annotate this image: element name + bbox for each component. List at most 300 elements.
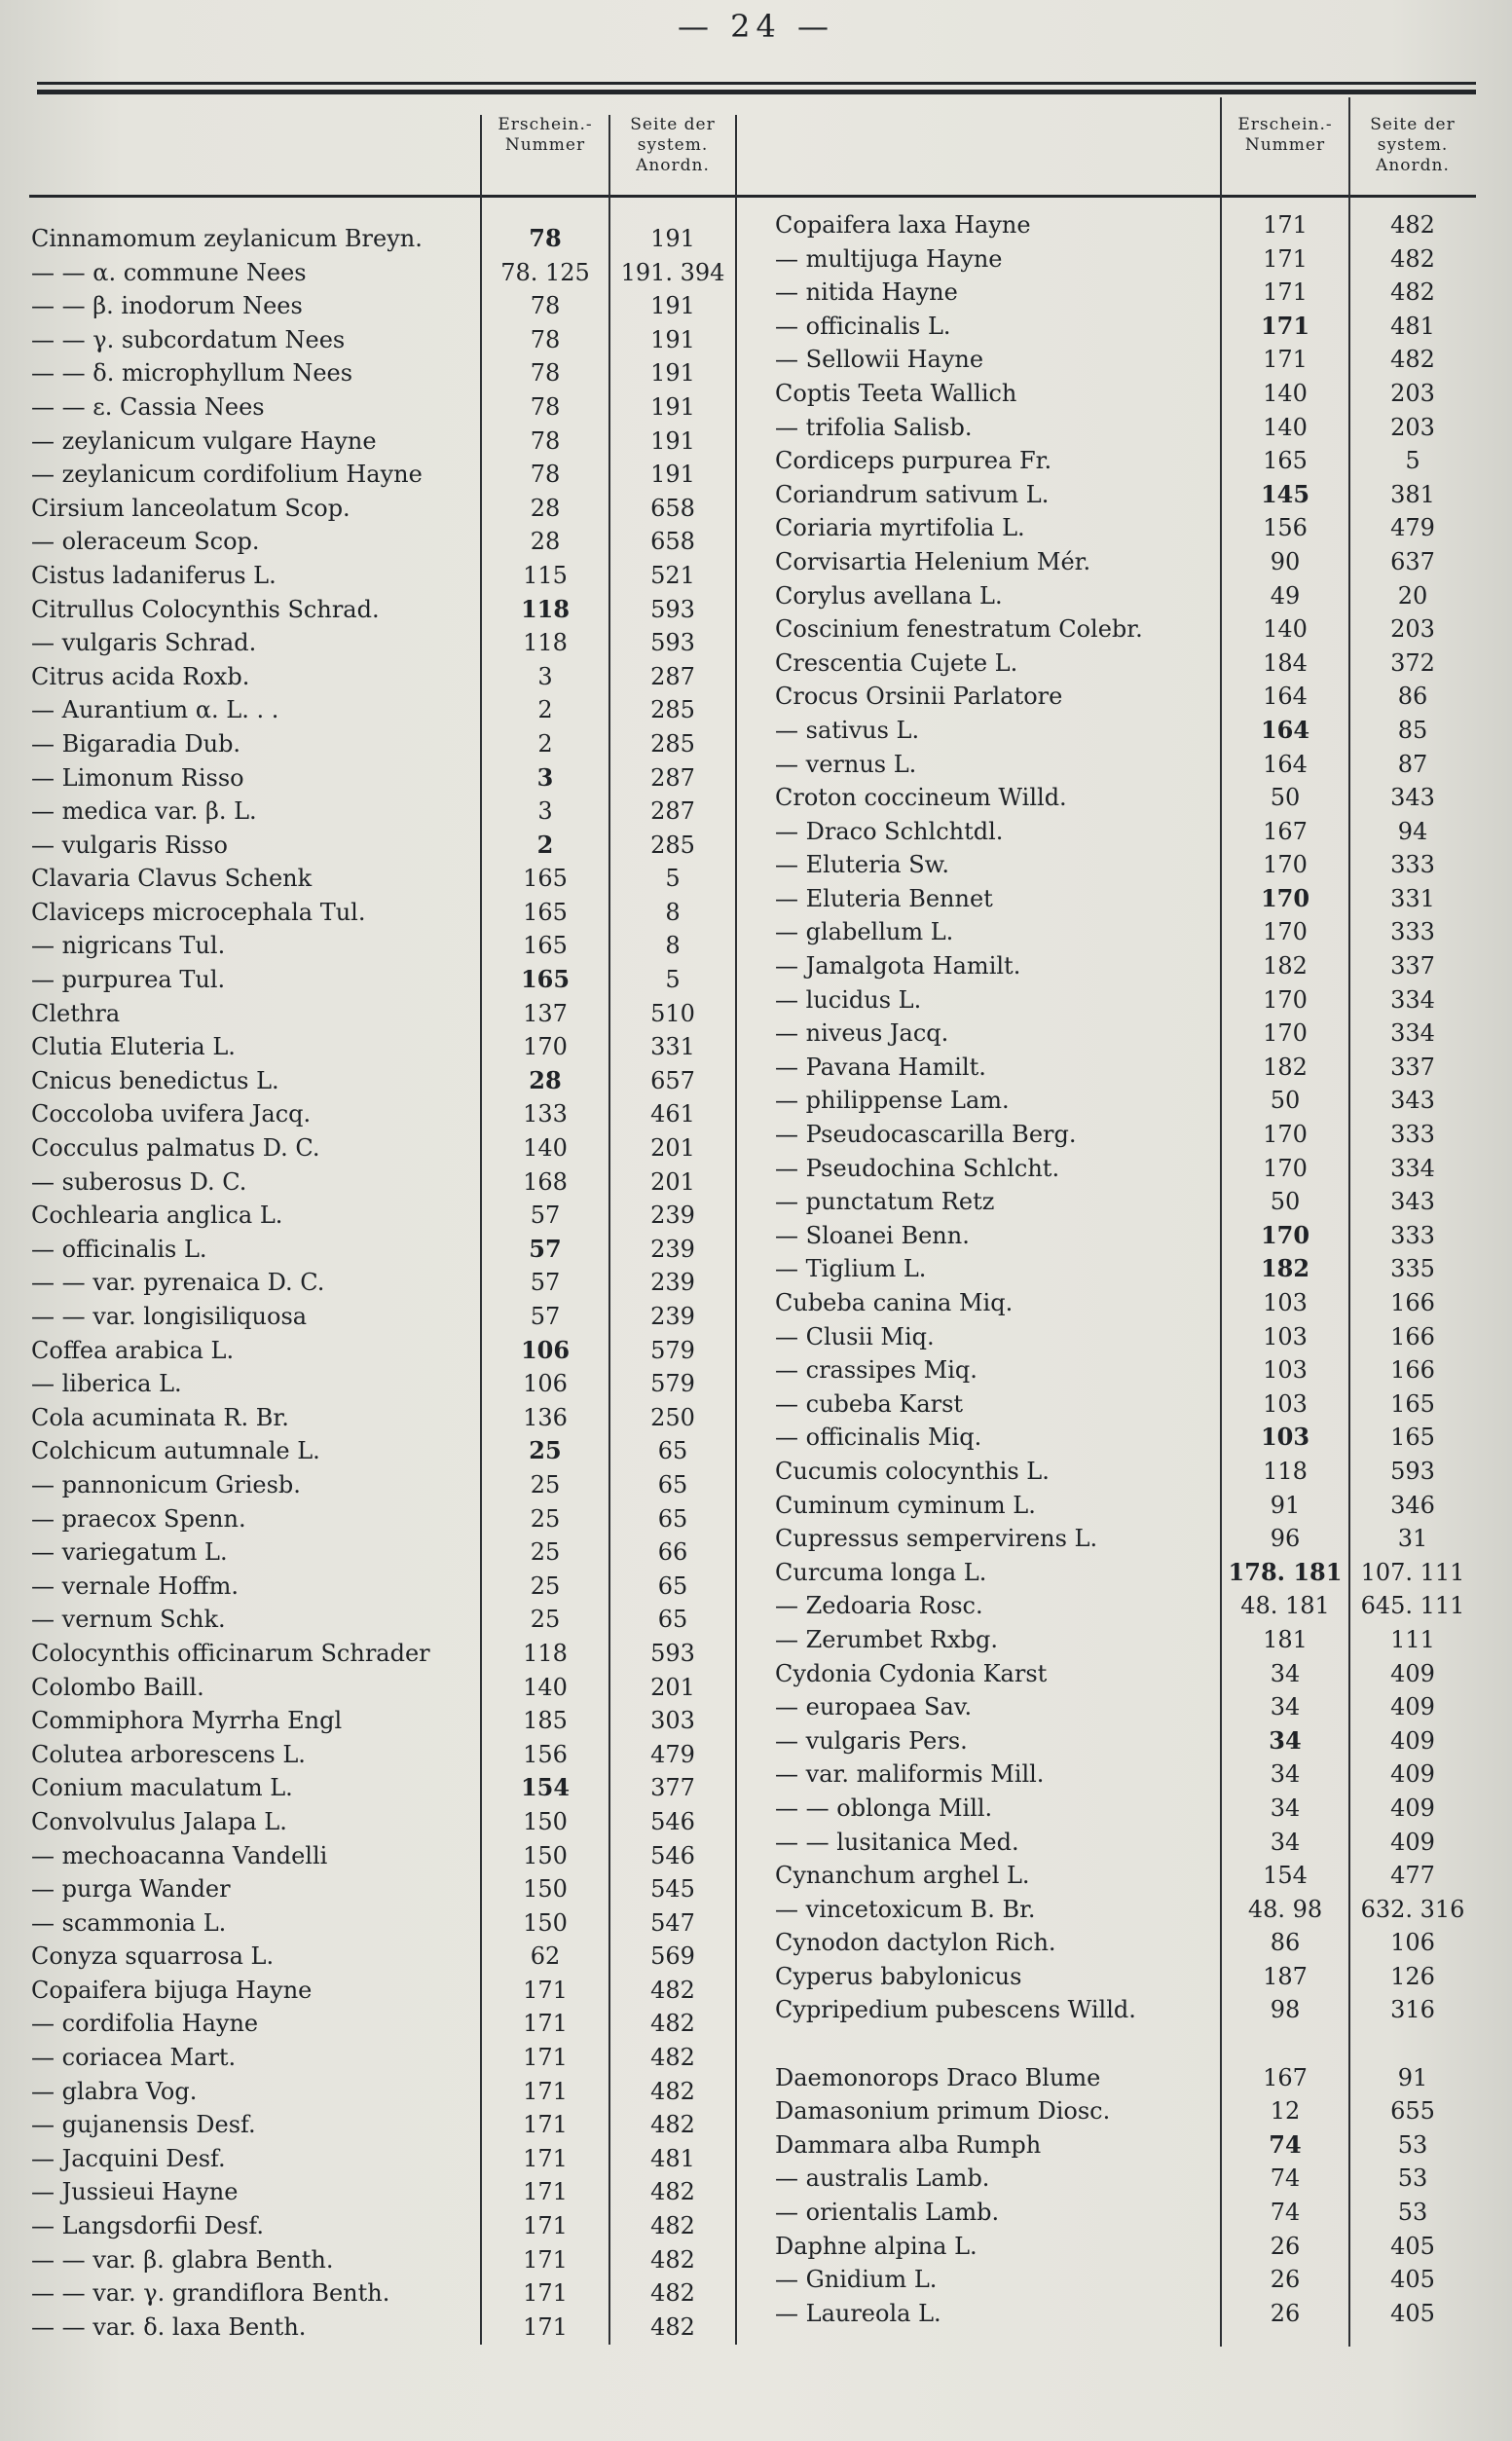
index-entry — [775, 242, 1476, 277]
appearance-number: 184 — [1263, 648, 1308, 677]
system-page-number: 547 — [650, 1908, 695, 1937]
index-entry — [775, 478, 1476, 512]
index-entry — [31, 2311, 722, 2345]
index-entry — [31, 1974, 722, 2008]
appearance-number: 171 — [523, 2044, 568, 2072]
index-entry — [31, 829, 722, 863]
entry-name: Coptis Teeta Wallich — [775, 379, 1017, 407]
index-entry — [775, 1219, 1476, 1253]
index-entry — [31, 761, 722, 795]
appearance-number: 103 — [1263, 1389, 1308, 1418]
entry-name: — pannonicum Griesb. — [31, 1470, 301, 1498]
appearance-number: 25 — [530, 1504, 561, 1533]
index-entry — [31, 795, 722, 829]
left-index-column — [31, 222, 725, 2344]
appearance-number: 136 — [523, 1403, 568, 1431]
entry-name: — zeylanicum vulgare Hayne — [31, 426, 377, 455]
appearance-number: 140 — [1263, 615, 1308, 644]
entry-name: Cuminum cyminum L. — [775, 1491, 1036, 1519]
system-page-number: 53 — [1397, 2130, 1428, 2159]
appearance-number: 25 — [529, 1436, 562, 1465]
index-entry — [31, 356, 722, 390]
system-page-number: 657 — [650, 1066, 695, 1094]
index-entry — [31, 2276, 722, 2311]
index-entry — [775, 2128, 1476, 2163]
entry-name: Cinnamomum zeylanicum Breyn. — [31, 225, 423, 252]
entry-name: — multijuga Hayne — [775, 244, 1003, 273]
entry-name: — — var. pyrenaica D. C. — [31, 1269, 325, 1297]
index-entry — [775, 748, 1476, 782]
system-page-number: 8 — [665, 932, 681, 960]
index-entry — [775, 1724, 1476, 1758]
system-page-number: 333 — [1390, 851, 1435, 879]
appearance-number: 98 — [1270, 1996, 1301, 2024]
entry-name: Copaifera laxa Hayne — [775, 211, 1031, 239]
entry-name: — liberica L. — [31, 1370, 182, 1398]
appearance-number: 154 — [520, 1773, 571, 1802]
entry-name: Daemonorops Draco Blume — [775, 2063, 1101, 2091]
system-page-number: 409 — [1390, 1760, 1435, 1789]
system-page-number: 482 — [1390, 244, 1435, 273]
entry-name: — cordifolia Hayne — [31, 2010, 259, 2038]
index-entry — [31, 1805, 722, 1839]
index-entry — [775, 612, 1476, 647]
system-page-number: 346 — [1390, 1491, 1435, 1519]
system-page-number: 191 — [650, 225, 695, 252]
appearance-number: 171 — [1260, 311, 1310, 340]
index-entry — [31, 862, 722, 896]
system-page-number: 65 — [657, 1504, 688, 1533]
appearance-number: 34 — [1270, 1760, 1301, 1789]
entry-name: — — var. longisiliquosa — [31, 1303, 308, 1330]
entry-name: — Clusii Miq. — [775, 1322, 935, 1350]
entry-name: — sativus L. — [775, 716, 920, 744]
system-page-number: 126 — [1390, 1962, 1435, 1990]
entry-name: — scammonia L. — [31, 1908, 227, 1937]
system-page-number: 482 — [650, 2010, 695, 2038]
index-entry — [31, 1064, 722, 1098]
index-entry — [775, 1286, 1476, 1320]
appearance-number: 170 — [1260, 883, 1310, 912]
appearance-number: 140 — [1263, 379, 1308, 407]
entry-name: — purga Wander — [31, 1875, 231, 1904]
entry-name: — var. maliformis Mill. — [775, 1760, 1045, 1789]
appearance-number: 133 — [523, 1100, 568, 1128]
system-page-number: 405 — [1390, 2266, 1435, 2294]
appearance-number: 171 — [1263, 211, 1308, 239]
index-entry — [31, 997, 722, 1031]
system-page-number: 482 — [650, 2077, 695, 2105]
system-page-number: 285 — [650, 696, 695, 724]
system-page-number: 637 — [1390, 547, 1435, 575]
index-entry — [775, 343, 1476, 377]
entry-name: — — γ. subcordatum Nees — [31, 325, 346, 353]
entry-name: — glabra Vog. — [31, 2077, 198, 2105]
entry-name: Cola acuminata R. Br. — [31, 1403, 289, 1431]
system-page-number: 111 — [1390, 1625, 1435, 1653]
appearance-number: 170 — [1263, 985, 1308, 1014]
system-page-number: 372 — [1390, 648, 1435, 677]
system-page-number: 482 — [1390, 278, 1435, 307]
appearance-number: 48. 98 — [1247, 1895, 1323, 1923]
right-index-column — [775, 208, 1476, 2330]
appearance-number: 34 — [1270, 1693, 1301, 1721]
system-page-number: 5 — [1405, 447, 1420, 475]
entry-name: Coscinium fenestratum Colebr. — [775, 615, 1143, 644]
system-page-number: 287 — [650, 797, 695, 826]
entry-name: — — lusitanica Med. — [775, 1828, 1019, 1856]
system-page-number: 482 — [650, 2178, 695, 2206]
header-bottom-rule — [29, 195, 1476, 198]
entry-name: Cocculus palmatus D. C. — [31, 1134, 320, 1163]
entry-name: — nigricans Tul. — [31, 932, 226, 960]
entry-name: Convolvulus Jalapa L. — [31, 1807, 287, 1835]
top-rule — [37, 90, 1476, 94]
index-entry — [775, 647, 1476, 681]
index-entry — [31, 1199, 722, 1233]
system-page-number: 191 — [650, 292, 695, 320]
entry-name: — — δ. microphyllum Nees — [31, 359, 353, 388]
appearance-number: 3 — [536, 762, 554, 792]
appearance-number: 115 — [523, 561, 568, 589]
entry-name: — Sloanei Benn. — [775, 1221, 970, 1249]
index-entry — [31, 727, 722, 761]
index-entry — [31, 929, 722, 963]
index-entry — [775, 1387, 1476, 1422]
index-entry — [31, 289, 722, 323]
entry-name: Corylus avellana L. — [775, 581, 1003, 610]
system-page-number: 482 — [650, 1976, 695, 2004]
system-page-number: 239 — [650, 1235, 695, 1263]
system-page-number: 303 — [650, 1707, 695, 1735]
entry-name: — coriacea Mart. — [31, 2044, 237, 2072]
index-entry — [31, 963, 722, 997]
index-entry — [775, 1993, 1476, 2027]
appearance-number: 3 — [537, 662, 553, 690]
appearance-number: 74 — [1270, 2199, 1301, 2227]
entry-name: Dammara alba Rumph — [775, 2130, 1042, 2159]
appearance-number: 171 — [1263, 346, 1308, 374]
appearance-number: 118 — [1263, 1457, 1308, 1485]
appearance-number: 185 — [523, 1707, 568, 1735]
system-page-number: 409 — [1390, 1794, 1435, 1822]
entry-name: — officinalis Miq. — [775, 1424, 982, 1452]
system-page-number: 405 — [1390, 2299, 1435, 2327]
entry-name: Damasonium primum Diosc. — [775, 2097, 1111, 2126]
appearance-number: 150 — [523, 1908, 568, 1937]
appearance-number: 171 — [523, 2111, 568, 2139]
entry-name: — — oblonga Mill. — [775, 1794, 993, 1822]
system-page-number: 593 — [650, 1639, 695, 1667]
entry-name: — variegatum L. — [31, 1538, 228, 1567]
entry-name: Conium maculatum L. — [31, 1774, 293, 1802]
system-page-number: 337 — [1390, 952, 1435, 980]
entry-name: — australis Lamb. — [775, 2164, 990, 2193]
system-page-number: 482 — [650, 2111, 695, 2139]
system-page-number: 165 — [1390, 1389, 1435, 1418]
index-entry — [31, 2075, 722, 2109]
system-page-number: 65 — [657, 1437, 688, 1465]
appearance-number: 150 — [523, 1807, 568, 1835]
system-page-number: 482 — [650, 2044, 695, 2072]
entry-name: — Zerumbet Rxbg. — [775, 1625, 998, 1653]
appearance-number: 170 — [1263, 918, 1308, 946]
page-number: — 24 — — [677, 8, 835, 45]
appearance-number: 182 — [1260, 1254, 1310, 1283]
system-page-number: 546 — [650, 1807, 695, 1835]
index-entry — [31, 1367, 722, 1401]
system-page-number: 579 — [650, 1336, 695, 1364]
appearance-number: 28 — [530, 494, 561, 522]
appearance-number: 170 — [523, 1033, 568, 1061]
appearance-number: 154 — [1263, 1862, 1308, 1890]
system-page-number: 409 — [1390, 1828, 1435, 1856]
system-page-number: 579 — [650, 1370, 695, 1398]
appearance-number: 171 — [523, 2312, 568, 2341]
index-entry — [31, 1131, 722, 1165]
system-page-number: 201 — [650, 1673, 695, 1701]
appearance-number: 34 — [1270, 1828, 1301, 1856]
system-page-number: 658 — [650, 494, 695, 522]
index-entry — [775, 983, 1476, 1017]
appearance-number: 171 — [523, 1976, 568, 2004]
appearance-number: 78 — [530, 426, 561, 455]
appearance-number: 78 — [530, 461, 561, 489]
appearance-number: 165 — [520, 965, 571, 994]
system-page-number: 482 — [650, 2212, 695, 2240]
appearance-number: 34 — [1270, 1794, 1301, 1822]
index-entry — [31, 1570, 722, 1604]
appearance-number: 167 — [1263, 2063, 1308, 2091]
appearance-number: 96 — [1270, 1525, 1301, 1553]
index-entry — [775, 1185, 1476, 1219]
system-page-number: 645. 111 — [1360, 1592, 1465, 1620]
index-entry — [31, 256, 725, 290]
entry-name: — Eluteria Bennet — [775, 884, 993, 912]
appearance-number: 25 — [530, 1538, 561, 1567]
system-page-number: 191 — [650, 461, 695, 489]
entry-name: Cypripedium pubescens Willd. — [775, 1996, 1136, 2024]
appearance-number: 57 — [530, 1303, 561, 1330]
system-page-number: 405 — [1390, 2232, 1435, 2260]
system-page-number: 85 — [1397, 716, 1428, 744]
entry-name: — Langsdorfii Desf. — [31, 2212, 265, 2240]
index-entry — [31, 1266, 722, 1300]
entry-name: Colombo Baill. — [31, 1673, 204, 1701]
index-entry — [775, 1118, 1476, 1152]
entry-name: Cynanchum arghel L. — [775, 1862, 1030, 1890]
entry-name: — — ε. Cassia Nees — [31, 392, 265, 421]
entry-name: — vernus L. — [775, 750, 917, 778]
index-entry — [775, 2162, 1476, 2196]
system-page-number: 334 — [1390, 1154, 1435, 1182]
appearance-number: 165 — [523, 932, 568, 960]
appearance-number: 165 — [1263, 447, 1308, 475]
entry-name: — orientalis Lamb. — [775, 2199, 1000, 2227]
appearance-number: 171 — [1263, 244, 1308, 273]
entry-name: — lucidus L. — [775, 985, 922, 1014]
index-entry — [775, 1320, 1476, 1354]
appearance-number: 137 — [523, 999, 568, 1027]
index-entry — [775, 1960, 1476, 1994]
system-page-number: 53 — [1397, 2164, 1428, 2193]
entry-name: — europaea Sav. — [775, 1693, 973, 1721]
index-entry — [31, 1300, 722, 1334]
system-page-number: 91 — [1397, 2063, 1428, 2091]
index-entry — [775, 714, 1476, 748]
system-page-number: 632. 316 — [1360, 1895, 1465, 1923]
system-page-number: 479 — [650, 1740, 695, 1768]
entry-name: — vernum Schk. — [31, 1606, 226, 1634]
appearance-number: 187 — [1263, 1962, 1308, 1990]
entry-name: — Jussieui Hayne — [31, 2178, 239, 2206]
appearance-number: 168 — [523, 1167, 568, 1196]
index-entry — [775, 1859, 1476, 1893]
appearance-number: 140 — [1263, 413, 1308, 441]
index-entry — [31, 1906, 722, 1941]
entry-name: — nitida Hayne — [775, 278, 958, 307]
index-entry — [775, 1522, 1476, 1556]
system-page-number: 333 — [1390, 1221, 1435, 1249]
index-entry — [31, 1535, 722, 1570]
index-entry — [31, 559, 722, 593]
entry-name: — philippense Lam. — [775, 1087, 1010, 1115]
index-entry — [31, 1097, 722, 1131]
index-entry — [31, 1030, 722, 1064]
appearance-number: 2 — [537, 729, 553, 758]
index-entry — [31, 222, 722, 256]
system-page-number: 333 — [1390, 918, 1435, 946]
index-entry — [31, 660, 722, 694]
entry-name: Cirsium lanceolatum Scop. — [31, 494, 350, 522]
system-page-number: 593 — [650, 595, 695, 623]
appearance-number: 34 — [1270, 1659, 1301, 1687]
appearance-number: 26 — [1270, 2232, 1301, 2260]
entry-name: Coffea arabica L. — [31, 1336, 235, 1364]
index-entry — [775, 1051, 1476, 1085]
system-page-number: 20 — [1397, 581, 1428, 610]
appearance-number: 2 — [537, 696, 553, 724]
appearance-number: 167 — [1263, 817, 1308, 845]
index-entry — [31, 2108, 722, 2142]
index-entry — [775, 444, 1476, 478]
system-page-number: 409 — [1390, 1659, 1435, 1687]
system-page-number: 239 — [650, 1303, 695, 1330]
entry-name: — glabellum L. — [775, 918, 954, 946]
system-page-number: 343 — [1390, 784, 1435, 812]
appearance-number: 103 — [1263, 1322, 1308, 1350]
entry-name: — — var. β. glabra Benth. — [31, 2245, 334, 2274]
entry-name: — oleraceum Scop. — [31, 528, 260, 556]
appearance-number: 171 — [523, 2212, 568, 2240]
entry-name: — Bigaradia Dub. — [31, 729, 241, 758]
appearance-number: 171 — [523, 2144, 568, 2172]
appearance-number: 34 — [1269, 1725, 1302, 1755]
system-page-number: 409 — [1390, 1726, 1435, 1755]
entry-name: Cordiceps purpurea Fr. — [775, 447, 1052, 475]
appearance-number: 118 — [523, 629, 568, 657]
entry-name: — Draco Schlchtdl. — [775, 817, 1004, 845]
index-entry — [775, 1893, 1476, 1927]
index-entry — [775, 377, 1476, 411]
appearance-number: 140 — [523, 1673, 568, 1701]
appearance-number: 26 — [1270, 2266, 1301, 2294]
system-page-number: 343 — [1390, 1188, 1435, 1216]
appearance-number: 50 — [1270, 1188, 1301, 1216]
entry-name: — vulgaris Schrad. — [31, 629, 257, 657]
entry-name: — officinalis L. — [31, 1235, 207, 1263]
appearance-number: 181 — [1263, 1625, 1308, 1653]
entry-name: Coccoloba uvifera Jacq. — [31, 1100, 312, 1128]
index-entry — [31, 1334, 722, 1368]
system-page-number: 191 — [650, 392, 695, 421]
system-page-number: 53 — [1397, 2199, 1428, 2227]
appearance-number: 3 — [537, 797, 553, 826]
appearance-number: 118 — [520, 594, 571, 623]
index-entry — [31, 492, 722, 526]
entry-name: — mechoacanna Vandelli — [31, 1841, 328, 1869]
appearance-number: 170 — [1260, 1220, 1310, 1249]
header-right-number: Erschein.- Nummer — [1237, 115, 1333, 155]
system-page-number: 8 — [665, 898, 681, 926]
appearance-number: 171 — [1263, 278, 1308, 307]
appearance-number: 25 — [530, 1606, 561, 1634]
appearance-number: 78 — [529, 224, 562, 252]
index-entry — [31, 1839, 722, 1873]
index-entry — [31, 1401, 722, 1435]
system-page-number: 285 — [650, 831, 695, 859]
entry-name: — Aurantium α. L. . . — [31, 696, 279, 724]
entry-name: — Sellowii Hayne — [775, 346, 984, 374]
system-page-number: 107. 111 — [1360, 1558, 1465, 1586]
entry-name: Cupressus sempervirens L. — [775, 1525, 1098, 1553]
appearance-number: 145 — [1260, 479, 1310, 508]
system-page-number: 86 — [1397, 683, 1428, 711]
index-entry — [31, 525, 722, 559]
appearance-number: 156 — [1263, 514, 1308, 542]
entry-name: Cubeba canina Miq. — [775, 1289, 1014, 1316]
index-entry — [31, 1771, 722, 1805]
entry-name: Crescentia Cujete L. — [775, 648, 1018, 677]
system-page-number: 285 — [650, 729, 695, 758]
appearance-number: 57 — [529, 1234, 562, 1263]
entry-name: Crocus Orsinii Parlatore — [775, 683, 1063, 711]
system-page-number: 191 — [650, 359, 695, 388]
index-entry — [31, 626, 722, 660]
entry-name: Cistus ladaniferus L. — [31, 561, 277, 589]
system-page-number: 593 — [1390, 1457, 1435, 1485]
entry-name: — praecox Spenn. — [31, 1504, 246, 1533]
system-page-number: 343 — [1390, 1087, 1435, 1115]
entry-name: — trifolia Salisb. — [775, 413, 973, 441]
system-page-number: 65 — [657, 1606, 688, 1634]
system-page-number: 203 — [1390, 413, 1435, 441]
appearance-number: 74 — [1269, 2129, 1302, 2159]
system-page-number: 106 — [1390, 1929, 1435, 1957]
entry-name: Cucumis colocynthis L. — [775, 1457, 1050, 1485]
entry-name: Copaifera bijuga Hayne — [31, 1976, 313, 2004]
entry-name: — Laureola L. — [775, 2299, 941, 2327]
appearance-number: 26 — [1270, 2299, 1301, 2327]
entry-name: — niveus Jacq. — [775, 1019, 949, 1048]
entry-name: — crassipes Miq. — [775, 1356, 977, 1385]
index-entry — [775, 1657, 1476, 1691]
appearance-number: 91 — [1270, 1491, 1301, 1519]
entry-name: — Pavana Hamilt. — [775, 1053, 986, 1081]
entry-name: — — β. inodorum Nees — [31, 292, 303, 320]
index-entry — [31, 2243, 722, 2277]
index-entry — [31, 1872, 722, 1906]
